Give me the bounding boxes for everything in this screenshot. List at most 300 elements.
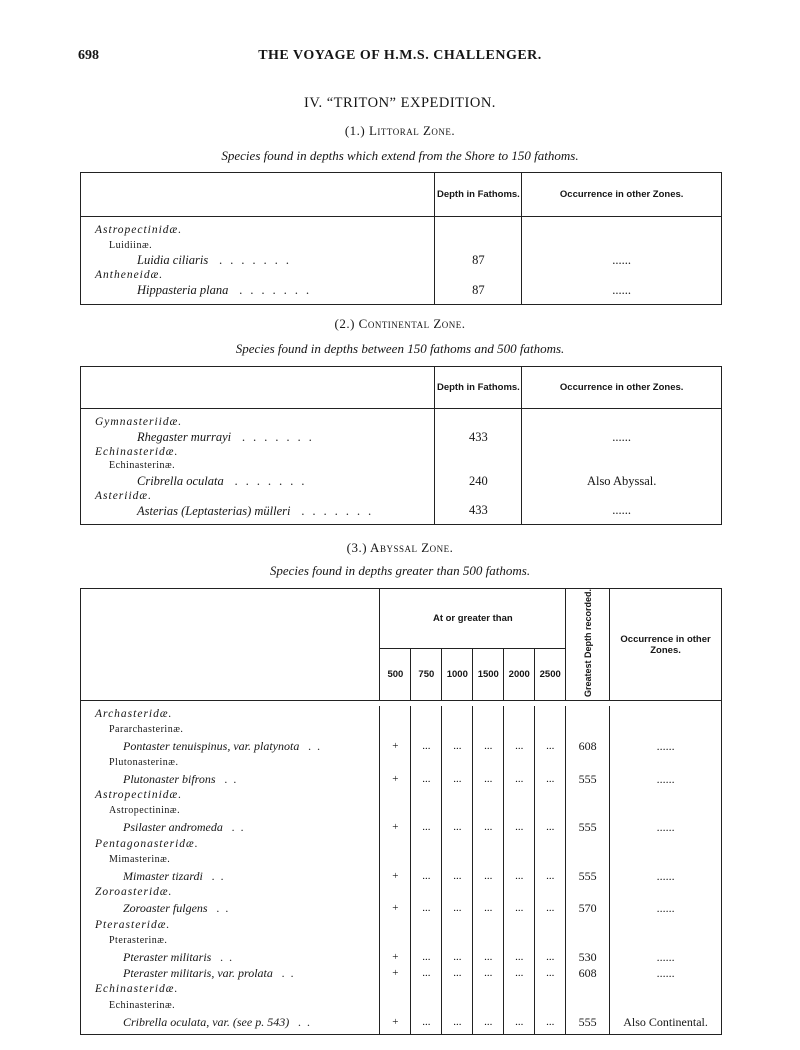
- table-row: [81, 459, 722, 474]
- depth-mark-cell: [535, 803, 566, 819]
- zone3-title: [0, 540, 800, 556]
- depth-mark-cell: [504, 787, 535, 803]
- depth-mark-cell: +: [380, 1014, 411, 1030]
- depth-col-750: 750: [411, 648, 442, 701]
- taxon-name: Pterasteridæ.: [95, 918, 171, 931]
- depth-mark-cell: ...: [504, 771, 535, 787]
- occurrence-cell: [522, 223, 722, 238]
- depth-col-500: 500: [380, 648, 411, 701]
- greatest-depth-cell: [566, 852, 610, 868]
- depth-mark-cell: [504, 852, 535, 868]
- page-number: 698: [78, 48, 99, 63]
- depth-mark-cell: [535, 722, 566, 738]
- table-row: [81, 430, 722, 445]
- depth-mark-cell: [380, 836, 411, 852]
- greatest-depth-cell: [566, 803, 610, 819]
- depth-mark-cell: ...: [473, 868, 504, 884]
- species-name-cell: [81, 965, 380, 981]
- table-row: [81, 787, 722, 803]
- table-row: [81, 1014, 722, 1030]
- spacer: [473, 1030, 504, 1035]
- depth-cell: [435, 459, 522, 474]
- species-name: Cribrella oculata: [137, 473, 224, 488]
- depth-mark-cell: ...: [535, 965, 566, 981]
- greatest-depth-cell: [566, 787, 610, 803]
- occurrence-cell: [610, 836, 722, 852]
- species-name: Plutonaster bifrons: [123, 771, 216, 786]
- table-row: [81, 981, 722, 997]
- species-name: Asterias (Leptasterias) mülleri: [137, 503, 291, 518]
- depth-col-1500: 1500: [473, 648, 504, 701]
- depth-mark-cell: [473, 755, 504, 771]
- depth-mark-cell: [535, 998, 566, 1014]
- depth-mark-cell: ...: [411, 965, 442, 981]
- zone2-table-body: [81, 409, 722, 525]
- leader-dots: ..: [215, 771, 243, 786]
- species-name-cell: [81, 998, 380, 1014]
- depth-mark-cell: ...: [442, 900, 473, 916]
- table-row: [81, 900, 722, 916]
- depth-mark-cell: [473, 852, 504, 868]
- species-name: Hippasteria plana: [137, 283, 229, 297]
- occurrence-cell: ......: [522, 503, 722, 518]
- zone1-table-body: [81, 217, 722, 305]
- species-name-cell: [81, 884, 380, 900]
- species-name-cell: [81, 738, 380, 754]
- depth-mark-cell: [504, 998, 535, 1014]
- occurrence-cell: ......: [610, 771, 722, 787]
- species-name-cell: [81, 933, 380, 949]
- leader-dots: ..: [222, 820, 250, 835]
- depth-mark-cell: ...: [473, 900, 504, 916]
- greatest-depth-cell: 530: [566, 949, 610, 965]
- species-name-cell: [81, 981, 380, 997]
- depth-mark-cell: ...: [504, 1014, 535, 1030]
- zone2-col-depth: Depth in Fathoms.: [435, 367, 522, 409]
- depth-mark-cell: [535, 706, 566, 722]
- occurrence-cell: [610, 755, 722, 771]
- greatest-depth-cell: [566, 836, 610, 852]
- depth-mark-cell: ...: [411, 868, 442, 884]
- occurrence-cell: [522, 489, 722, 504]
- zone3-col-greatest-text: Greatest Depth recorded.: [582, 589, 593, 698]
- occurrence-cell: ......: [610, 965, 722, 981]
- depth-mark-cell: ...: [442, 949, 473, 965]
- taxon-name: Astropectinidæ.: [95, 224, 183, 236]
- taxon-name: Pterasterinæ.: [109, 934, 168, 946]
- depth-mark-cell: ...: [535, 819, 566, 835]
- depth-mark-cell: [380, 706, 411, 722]
- depth-mark-cell: ...: [504, 819, 535, 835]
- depth-mark-cell: ...: [411, 738, 442, 754]
- zone1-col-depth: Depth in Fathoms.: [435, 173, 522, 217]
- taxon-name: Pararchasterinæ.: [109, 724, 184, 736]
- spacer: [435, 298, 522, 305]
- depth-mark-cell: [442, 852, 473, 868]
- taxon-name: Asteriidæ.: [95, 489, 152, 502]
- table-row: [81, 949, 722, 965]
- depth-mark-cell: [504, 917, 535, 933]
- depth-mark-cell: [535, 981, 566, 997]
- greatest-depth-cell: 555: [566, 771, 610, 787]
- leader-dots: ..: [211, 950, 239, 965]
- occurrence-cell: [610, 722, 722, 738]
- occurrence-cell: ......: [610, 819, 722, 835]
- greatest-depth-cell: [566, 981, 610, 997]
- zone1-table: [80, 172, 722, 305]
- greatest-depth-cell: [566, 722, 610, 738]
- depth-mark-cell: [442, 722, 473, 738]
- depth-mark-cell: [411, 917, 442, 933]
- section-title: IV. “TRITON” EXPEDITION.: [304, 95, 496, 111]
- depth-mark-cell: [473, 884, 504, 900]
- greatest-depth-cell: [566, 755, 610, 771]
- greatest-depth-cell: [566, 998, 610, 1014]
- zone1-title-text: (1.) Littoral Zone.: [344, 123, 456, 138]
- depth-mark-cell: [380, 917, 411, 933]
- depth-mark-cell: [442, 884, 473, 900]
- table-row: [81, 998, 722, 1014]
- occurrence-cell: [610, 917, 722, 933]
- depth-mark-cell: [535, 852, 566, 868]
- table-row: [81, 803, 722, 819]
- species-name-cell: [81, 1014, 380, 1030]
- depth-mark-cell: ...: [442, 1014, 473, 1030]
- table-row: [81, 722, 722, 738]
- depth-mark-cell: ...: [411, 819, 442, 835]
- table-row: [81, 489, 722, 504]
- depth-mark-cell: [504, 933, 535, 949]
- depth-mark-cell: +: [380, 868, 411, 884]
- depth-mark-cell: [473, 787, 504, 803]
- table-row: [81, 917, 722, 933]
- zone1-subtitle: Species found in depths which extend from the Shore to 150 fathoms.: [221, 148, 579, 163]
- depth-cell: 87: [435, 253, 522, 268]
- table-row: [81, 253, 722, 268]
- occurrence-cell: [610, 933, 722, 949]
- depth-mark-cell: [504, 706, 535, 722]
- depth-cell: [435, 268, 522, 283]
- depth-mark-cell: [504, 755, 535, 771]
- depth-mark-cell: ...: [535, 1014, 566, 1030]
- occurrence-cell: ......: [522, 283, 722, 298]
- depth-mark-cell: [442, 787, 473, 803]
- leader-dots: ..: [202, 869, 230, 884]
- depth-mark-cell: [411, 722, 442, 738]
- depth-cell: 433: [435, 430, 522, 445]
- depth-mark-cell: [411, 981, 442, 997]
- depth-mark-cell: [442, 933, 473, 949]
- depth-mark-cell: [411, 884, 442, 900]
- leader-dots: .......: [290, 503, 380, 518]
- depth-mark-cell: [380, 803, 411, 819]
- depth-cell: [435, 223, 522, 238]
- species-name-cell: [81, 917, 380, 933]
- greatest-depth-cell: [566, 884, 610, 900]
- table-row: [81, 933, 722, 949]
- occurrence-cell: [522, 445, 722, 460]
- depth-mark-cell: ...: [504, 738, 535, 754]
- taxon-name: Mimasterinæ.: [109, 853, 171, 865]
- depth-mark-cell: ...: [442, 771, 473, 787]
- depth-mark-cell: [473, 981, 504, 997]
- taxon-name: Astropectinidæ.: [95, 789, 183, 802]
- depth-mark-cell: ...: [504, 965, 535, 981]
- depth-mark-cell: [380, 787, 411, 803]
- depth-mark-cell: ...: [504, 900, 535, 916]
- species-name-cell: [81, 503, 435, 518]
- depth-mark-cell: [504, 884, 535, 900]
- depth-mark-cell: [535, 787, 566, 803]
- taxon-name: Astropectininæ.: [109, 805, 181, 817]
- spacer: [380, 1030, 411, 1035]
- depth-cell: [435, 489, 522, 504]
- depth-mark-cell: [535, 836, 566, 852]
- table-row: [81, 415, 722, 430]
- species-name-cell: [81, 253, 435, 268]
- occurrence-cell: [610, 981, 722, 997]
- zone3-col-name: [81, 589, 380, 701]
- taxon-name: Echinasteridæ.: [95, 445, 179, 458]
- table-row: [81, 884, 722, 900]
- table-row: [81, 503, 722, 518]
- depth-cell: [435, 238, 522, 253]
- depth-mark-cell: +: [380, 965, 411, 981]
- leader-dots: ..: [207, 901, 235, 916]
- species-name-cell: [81, 900, 380, 916]
- occurrence-cell: [610, 787, 722, 803]
- species-name-cell: [81, 459, 435, 474]
- zone1-col-name: [81, 173, 435, 217]
- depth-mark-cell: [411, 836, 442, 852]
- depth-mark-cell: +: [380, 900, 411, 916]
- greatest-depth-cell: [566, 917, 610, 933]
- depth-mark-cell: ...: [504, 868, 535, 884]
- depth-mark-cell: ...: [504, 949, 535, 965]
- taxon-name: Archasteridæ.: [95, 708, 173, 721]
- species-name-cell: [81, 868, 380, 884]
- species-name-cell: [81, 283, 435, 298]
- species-name-cell: [81, 722, 380, 738]
- table-row: [81, 268, 722, 283]
- occurrence-cell: [610, 884, 722, 900]
- greatest-depth-cell: 555: [566, 868, 610, 884]
- depth-mark-cell: [442, 998, 473, 1014]
- taxon-name: Pentagonasteridæ.: [95, 837, 199, 850]
- species-name-cell: [81, 268, 435, 283]
- greatest-depth-cell: 570: [566, 900, 610, 916]
- depth-mark-cell: [411, 755, 442, 771]
- species-name-cell: [81, 755, 380, 771]
- species-name: Rhegaster murrayi: [137, 429, 232, 444]
- greatest-depth-cell: 555: [566, 819, 610, 835]
- depth-mark-cell: [473, 998, 504, 1014]
- depth-mark-cell: ...: [473, 738, 504, 754]
- depth-mark-cell: [380, 981, 411, 997]
- depth-cell: [435, 415, 522, 430]
- zone2-table: [80, 366, 722, 525]
- taxon-name: Echinasterinæ.: [109, 999, 176, 1011]
- table-row: [81, 223, 722, 238]
- occurrence-cell: ......: [610, 900, 722, 916]
- species-name: Zoroaster fulgens: [123, 901, 208, 916]
- species-name-cell: [81, 489, 435, 504]
- species-name: Mimaster tizardi: [123, 869, 203, 884]
- depth-mark-cell: [442, 836, 473, 852]
- depth-mark-cell: ...: [473, 965, 504, 981]
- species-name: Pteraster militaris, var. prolata: [123, 966, 273, 981]
- zone3-subtitle: Species found in depths greater than 500 fathoms.: [269, 563, 531, 578]
- depth-mark-cell: [473, 722, 504, 738]
- depth-mark-cell: ...: [535, 900, 566, 916]
- depth-mark-cell: [504, 836, 535, 852]
- leader-dots: .......: [223, 473, 313, 488]
- taxon-name: Antheneidæ.: [95, 269, 164, 281]
- leader-dots: ..: [299, 739, 327, 754]
- depth-mark-cell: [380, 755, 411, 771]
- species-name: Psilaster andromeda: [123, 820, 223, 835]
- table-row: [81, 738, 722, 754]
- depth-mark-cell: +: [380, 738, 411, 754]
- depth-mark-cell: ...: [411, 771, 442, 787]
- occurrence-cell: [610, 803, 722, 819]
- taxon-name: Zoroasteridæ.: [95, 886, 173, 899]
- spacer: [411, 1030, 442, 1035]
- depth-cell: 433: [435, 503, 522, 518]
- depth-cell: 87: [435, 283, 522, 298]
- running-title: THE VOYAGE OF H.M.S. CHALLENGER.: [258, 48, 542, 63]
- species-name: Pteraster militaris: [123, 950, 212, 965]
- zone2-title: [0, 316, 800, 332]
- species-name-cell: [81, 836, 380, 852]
- table-row: [81, 283, 722, 298]
- depth-mark-cell: ...: [442, 819, 473, 835]
- depth-mark-cell: ...: [442, 868, 473, 884]
- greatest-depth-cell: 608: [566, 965, 610, 981]
- depth-mark-cell: [380, 852, 411, 868]
- species-name: Cribrella oculata, var. (see p. 543): [123, 1014, 290, 1029]
- table-row: [81, 706, 722, 722]
- table-row: [81, 965, 722, 981]
- occurrence-cell: Also Continental.: [610, 1014, 722, 1030]
- zone3-table-body: [81, 706, 722, 1035]
- occurrence-cell: Also Abyssal.: [522, 474, 722, 489]
- zone1-title: [0, 123, 800, 139]
- spacer: [535, 1030, 566, 1035]
- depth-mark-cell: ...: [473, 1014, 504, 1030]
- taxon-name: Luidiinæ.: [109, 240, 153, 251]
- occurrence-cell: [610, 998, 722, 1014]
- depth-mark-cell: [380, 933, 411, 949]
- occurrence-cell: ......: [610, 868, 722, 884]
- table-row: [81, 474, 722, 489]
- spacer: [81, 518, 435, 525]
- spacer: [435, 518, 522, 525]
- depth-mark-cell: [411, 998, 442, 1014]
- zone2-col-name: [81, 367, 435, 409]
- depth-mark-cell: ...: [411, 900, 442, 916]
- depth-mark-cell: [535, 917, 566, 933]
- page-header: [0, 48, 800, 68]
- greatest-depth-cell: [566, 706, 610, 722]
- leader-dots: .......: [228, 283, 318, 297]
- occurrence-cell: ......: [610, 738, 722, 754]
- spacer: [442, 1030, 473, 1035]
- species-name-cell: [81, 415, 435, 430]
- spacer: [566, 1030, 610, 1035]
- occurrence-cell: [610, 852, 722, 868]
- depth-mark-cell: [442, 981, 473, 997]
- depth-mark-cell: [411, 787, 442, 803]
- occurrence-cell: [522, 268, 722, 283]
- depth-col-2500: 2500: [535, 648, 566, 701]
- depth-mark-cell: [411, 933, 442, 949]
- depth-mark-cell: [473, 706, 504, 722]
- occurrence-cell: [610, 706, 722, 722]
- spacer: [522, 298, 722, 305]
- depth-mark-cell: [473, 917, 504, 933]
- depth-cell: [435, 445, 522, 460]
- depth-col-2000: 2000: [504, 648, 535, 701]
- depth-mark-cell: ...: [535, 771, 566, 787]
- depth-mark-cell: [380, 722, 411, 738]
- occurrence-cell: [522, 415, 722, 430]
- depth-mark-cell: [442, 917, 473, 933]
- depth-mark-cell: ...: [411, 949, 442, 965]
- depth-mark-cell: +: [380, 819, 411, 835]
- depth-mark-cell: ...: [473, 771, 504, 787]
- species-name: Pontaster tenuispinus, var. platynota: [123, 739, 300, 754]
- species-name-cell: [81, 430, 435, 445]
- depth-mark-cell: [380, 884, 411, 900]
- leader-dots: ..: [272, 966, 300, 981]
- species-name-cell: [81, 787, 380, 803]
- zone3-table: [80, 588, 722, 1035]
- species-name-cell: [81, 819, 380, 835]
- depth-mark-cell: [411, 852, 442, 868]
- species-name: Luidia ciliaris: [137, 253, 209, 267]
- depth-mark-cell: [473, 933, 504, 949]
- leader-dots: .......: [231, 429, 321, 444]
- depth-mark-cell: +: [380, 949, 411, 965]
- zone3-col-greatest: [566, 589, 610, 701]
- depth-mark-cell: [535, 933, 566, 949]
- species-name-cell: [81, 771, 380, 787]
- occurrence-cell: ......: [610, 949, 722, 965]
- leader-dots: ..: [289, 1014, 317, 1029]
- depth-mark-cell: [504, 722, 535, 738]
- table-row: [81, 868, 722, 884]
- table-row: [81, 852, 722, 868]
- depth-mark-cell: [380, 998, 411, 1014]
- occurrence-cell: ......: [522, 253, 722, 268]
- taxon-name: Echinasteridæ.: [95, 983, 179, 996]
- spacer: [522, 518, 722, 525]
- zone3-col-occ: Occurrence in other Zones.: [610, 589, 722, 701]
- species-name-cell: [81, 445, 435, 460]
- greatest-depth-cell: [566, 933, 610, 949]
- species-name-cell: [81, 803, 380, 819]
- species-name-cell: [81, 223, 435, 238]
- depth-col-1000: 1000: [442, 648, 473, 701]
- depth-mark-cell: ...: [411, 1014, 442, 1030]
- table-row: [81, 836, 722, 852]
- taxon-name: Gymnasteriidæ.: [95, 416, 183, 428]
- depth-mark-cell: ...: [473, 819, 504, 835]
- occurrence-cell: ......: [522, 430, 722, 445]
- depth-mark-cell: [504, 803, 535, 819]
- depth-mark-cell: [473, 803, 504, 819]
